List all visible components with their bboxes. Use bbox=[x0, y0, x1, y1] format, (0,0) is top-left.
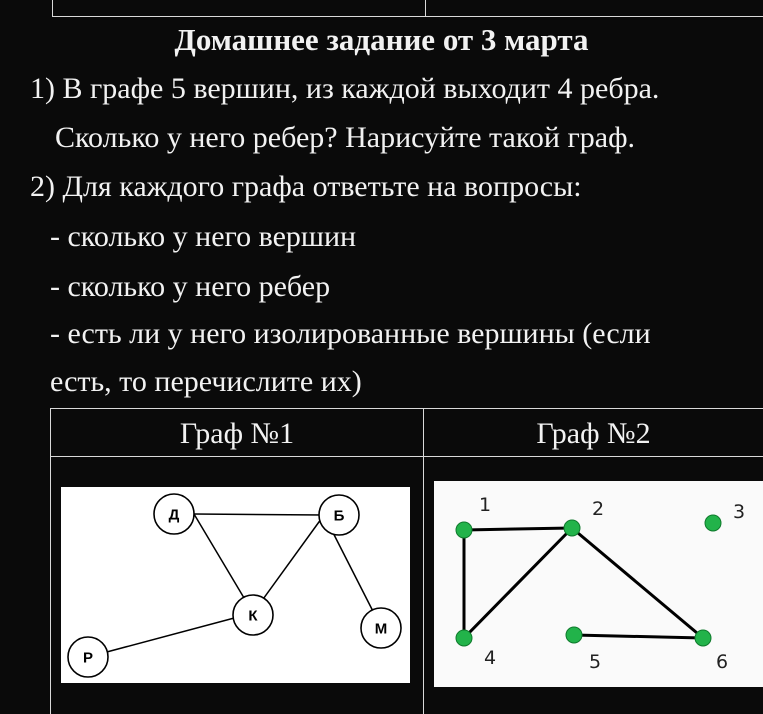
edge-d-b bbox=[194, 514, 324, 515]
graph2-diagram bbox=[434, 481, 763, 687]
vertex-d-label: Д bbox=[168, 506, 180, 524]
vertex-5 bbox=[566, 627, 582, 643]
vertex-r bbox=[68, 637, 108, 677]
task2-question-vertices: - сколько у него вершин bbox=[50, 220, 357, 253]
vertex-d bbox=[154, 494, 194, 534]
edge-2-6 bbox=[572, 528, 703, 638]
graph1-header: Граф №1 bbox=[179, 417, 295, 450]
vertex-6-label: 6 bbox=[716, 651, 729, 673]
vertex-m-label: М bbox=[374, 620, 388, 638]
task2-line1: 2) Для каждого графа ответьте на вопросы: bbox=[30, 170, 582, 203]
vertex-3-label: 3 bbox=[733, 501, 746, 523]
vertex-2-label: 2 bbox=[592, 498, 605, 520]
vertex-4 bbox=[456, 630, 472, 646]
edge-2-4 bbox=[464, 528, 572, 638]
task2-question-isolated: - есть ли у него изолированные вершины (если bbox=[50, 317, 651, 350]
task2-question-edges: - сколько у него ребер bbox=[50, 270, 331, 303]
task1-line2: Сколько у него ребер? Нарисуйте такой граф. bbox=[55, 121, 636, 154]
vertex-b bbox=[319, 495, 359, 535]
vertex-2 bbox=[564, 520, 580, 536]
edge-k-r bbox=[88, 613, 253, 657]
vertex-5-label: 5 bbox=[589, 651, 602, 673]
vertex-b-label: Б bbox=[333, 507, 345, 525]
graph1-diagram bbox=[61, 487, 410, 683]
vertex-1-label: 1 bbox=[479, 494, 492, 516]
graph1-panel bbox=[61, 487, 410, 683]
vertex-r-label: Р bbox=[82, 649, 94, 667]
vertex-4-label: 4 bbox=[484, 647, 497, 669]
task1-line1: 1) В графе 5 вершин, из каждой выходит 4 ребра. bbox=[30, 72, 660, 105]
vertex-1 bbox=[456, 522, 472, 538]
vertex-k bbox=[233, 595, 273, 635]
vertex-k-label: К bbox=[248, 607, 258, 625]
table-top-border bbox=[52, 0, 763, 17]
page-title: Домашнее задание от 3 марта bbox=[174, 22, 589, 57]
vertex-m bbox=[361, 608, 401, 648]
task2-question-isolated-cont: есть, то перечислите их) bbox=[50, 365, 362, 398]
graph2-header: Граф №2 bbox=[536, 417, 651, 450]
edge-5-6 bbox=[574, 635, 703, 638]
graph2-panel bbox=[434, 481, 763, 687]
edge-1-2 bbox=[464, 528, 572, 530]
vertex-6 bbox=[695, 630, 711, 646]
vertex-3 bbox=[705, 515, 721, 531]
